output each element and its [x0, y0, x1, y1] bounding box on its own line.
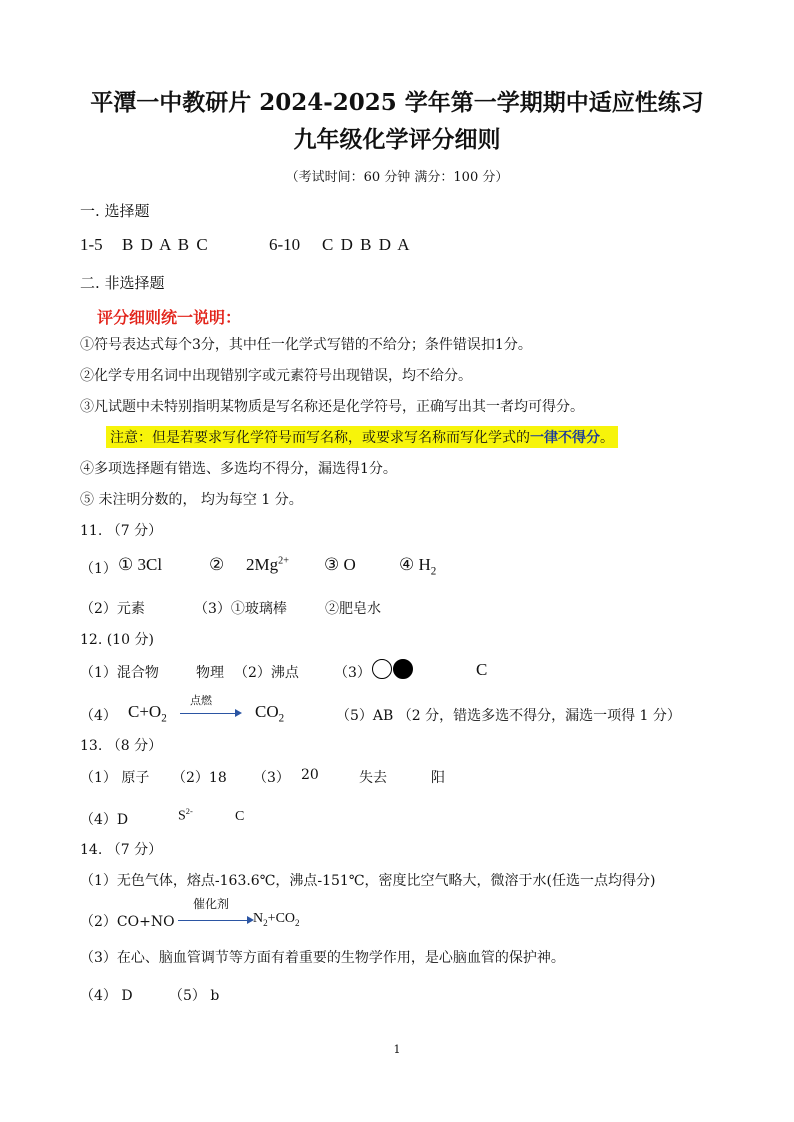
q11-answer-b-formula: 2Mg [246, 555, 279, 574]
answers-range-2: 6-10 [269, 235, 301, 254]
q12-part5: （5）AB （2 分，错选多选不得分，漏选一项得 1 分） [336, 708, 681, 724]
page-number: 1 [393, 1043, 401, 1056]
q11-part3-b: ②肥皂水 [325, 601, 381, 617]
q14-part5: （5） b [169, 988, 220, 1004]
q14-product-b-sub: 2 [295, 917, 300, 928]
q11-answer-d [399, 555, 436, 577]
reaction-condition-ignite: 点燃 [190, 694, 212, 707]
rule-4: ④多项选择题有错选、多选均不得分，漏选得1分。 [80, 461, 397, 477]
reaction-arrow-icon [178, 920, 252, 921]
q13-part3-a: 20 [301, 767, 319, 783]
q11-answer-d-num: ④ H [399, 555, 431, 574]
section2-heading: 二. 非选择题 [80, 274, 165, 292]
molecule-atom-black [393, 659, 413, 679]
q14-part3: （3）在心、脑血管调节等方面有着重要的生物学作用，是心脑血管的保护神。 [80, 950, 565, 966]
molecule-atom-white [372, 659, 392, 679]
q11-part3: （3）①玻璃棒 [194, 601, 287, 617]
q13-part3: （3） [253, 770, 290, 786]
q14-part1: （1）无色气体，熔点-163.6℃，沸点-151℃，密度比空气略大，微溶于水(任选一点均得分) [80, 873, 656, 889]
q11-answer-b-charge: 2+ [278, 555, 289, 567]
page-title-line2: 九年级化学评分细则 [293, 126, 501, 153]
answers-6-10: C D B D A [322, 235, 410, 254]
q12-part1-b: 物理 [196, 665, 224, 681]
q13-heading: 13. （8 分） [80, 738, 163, 754]
q11-part1-label: （1） [80, 561, 117, 577]
q13-part4-ion [178, 807, 193, 825]
note-text: 注意：但是若要求写化学符号而写名称，或要求写名称而写化学式的 [110, 430, 530, 446]
q13-part4: （4）D [80, 812, 129, 828]
rule-2: ②化学专用名词中出现错别字或元素符号出现错误，均不给分。 [80, 368, 472, 384]
q12-product [255, 702, 284, 724]
q12-product-sub: 2 [278, 712, 285, 725]
q11-heading: 11. （7 分） [80, 523, 163, 539]
q11-answer-c: ③ O [324, 555, 356, 574]
q12-reactants-formula: C+O [128, 702, 162, 721]
reaction-arrow-icon [180, 713, 240, 714]
q13-part4-ion-charge: 2- [185, 807, 193, 816]
note-bold: 一律不得分 [530, 430, 600, 446]
answers-1-5: B D A B C [122, 235, 208, 254]
answers-range-1: 1-5 [80, 235, 103, 254]
rule-3: ③凡试题中未特别指明某物质是写名称还是化学符号，正确写出其一者均可得分。 [80, 399, 584, 415]
section1-heading: 一. 选择题 [80, 202, 150, 220]
q12-part1: （1）混合物 [80, 665, 159, 681]
q13-part3-b: 失去 [359, 770, 387, 786]
q11-answer-b [246, 555, 289, 575]
q11-answer-d-sub: 2 [430, 565, 437, 578]
q12-heading: 12. (10 分) [80, 632, 154, 648]
q14-part4: （4） D [80, 988, 133, 1004]
q13-part2: （2）18 [172, 770, 227, 786]
page-title-line1: 平潭一中教研片 2024-2025 学年第一学期期中适应性练习 [90, 89, 704, 116]
rules-title: 评分细则统一说明： [97, 308, 242, 327]
reaction-condition-catalyst: 催化剂 [193, 897, 230, 911]
rule-5: ⑤ 未注明分数的， 均为每空 1 分。 [80, 492, 303, 508]
q12-reactants [128, 702, 167, 724]
q11-answer-a: ① 3Cl [118, 555, 163, 574]
q11-part2: （2）元素 [80, 601, 145, 617]
q14-product-a-sub: 2 [263, 917, 268, 928]
q12-part3-c: C [476, 660, 488, 679]
q12-product-formula: CO [255, 702, 279, 721]
q12-part2: （2）沸点 [234, 665, 299, 681]
q12-reactants-sub: 2 [161, 712, 167, 725]
q14-part2-label: （2）CO+NO [80, 914, 175, 930]
note-end: 。 [600, 430, 614, 446]
q14-part2-products [253, 911, 300, 928]
q11-answer-b-num: ② [209, 555, 225, 574]
highlight-note [106, 426, 618, 448]
q14-product-b: +CO [267, 911, 296, 926]
q12-part3: （3） [334, 665, 371, 681]
q13-part1: （1） 原子 [80, 770, 150, 786]
q14-heading: 14. （7 分） [80, 842, 163, 858]
q13-part4-ion-symbol: S [178, 808, 186, 824]
rule-1: ①符号表达式每个3分，其中任一化学式写错的不给分；条件错误扣1分。 [80, 337, 532, 353]
q13-part3-c: 阳 [431, 770, 445, 786]
q14-product-a: N [253, 911, 264, 926]
q13-part4-c: C [235, 809, 245, 824]
q12-part4-label: （4） [80, 708, 117, 724]
exam-info: （考试时间：60 分钟 满分：100 分） [285, 170, 509, 185]
